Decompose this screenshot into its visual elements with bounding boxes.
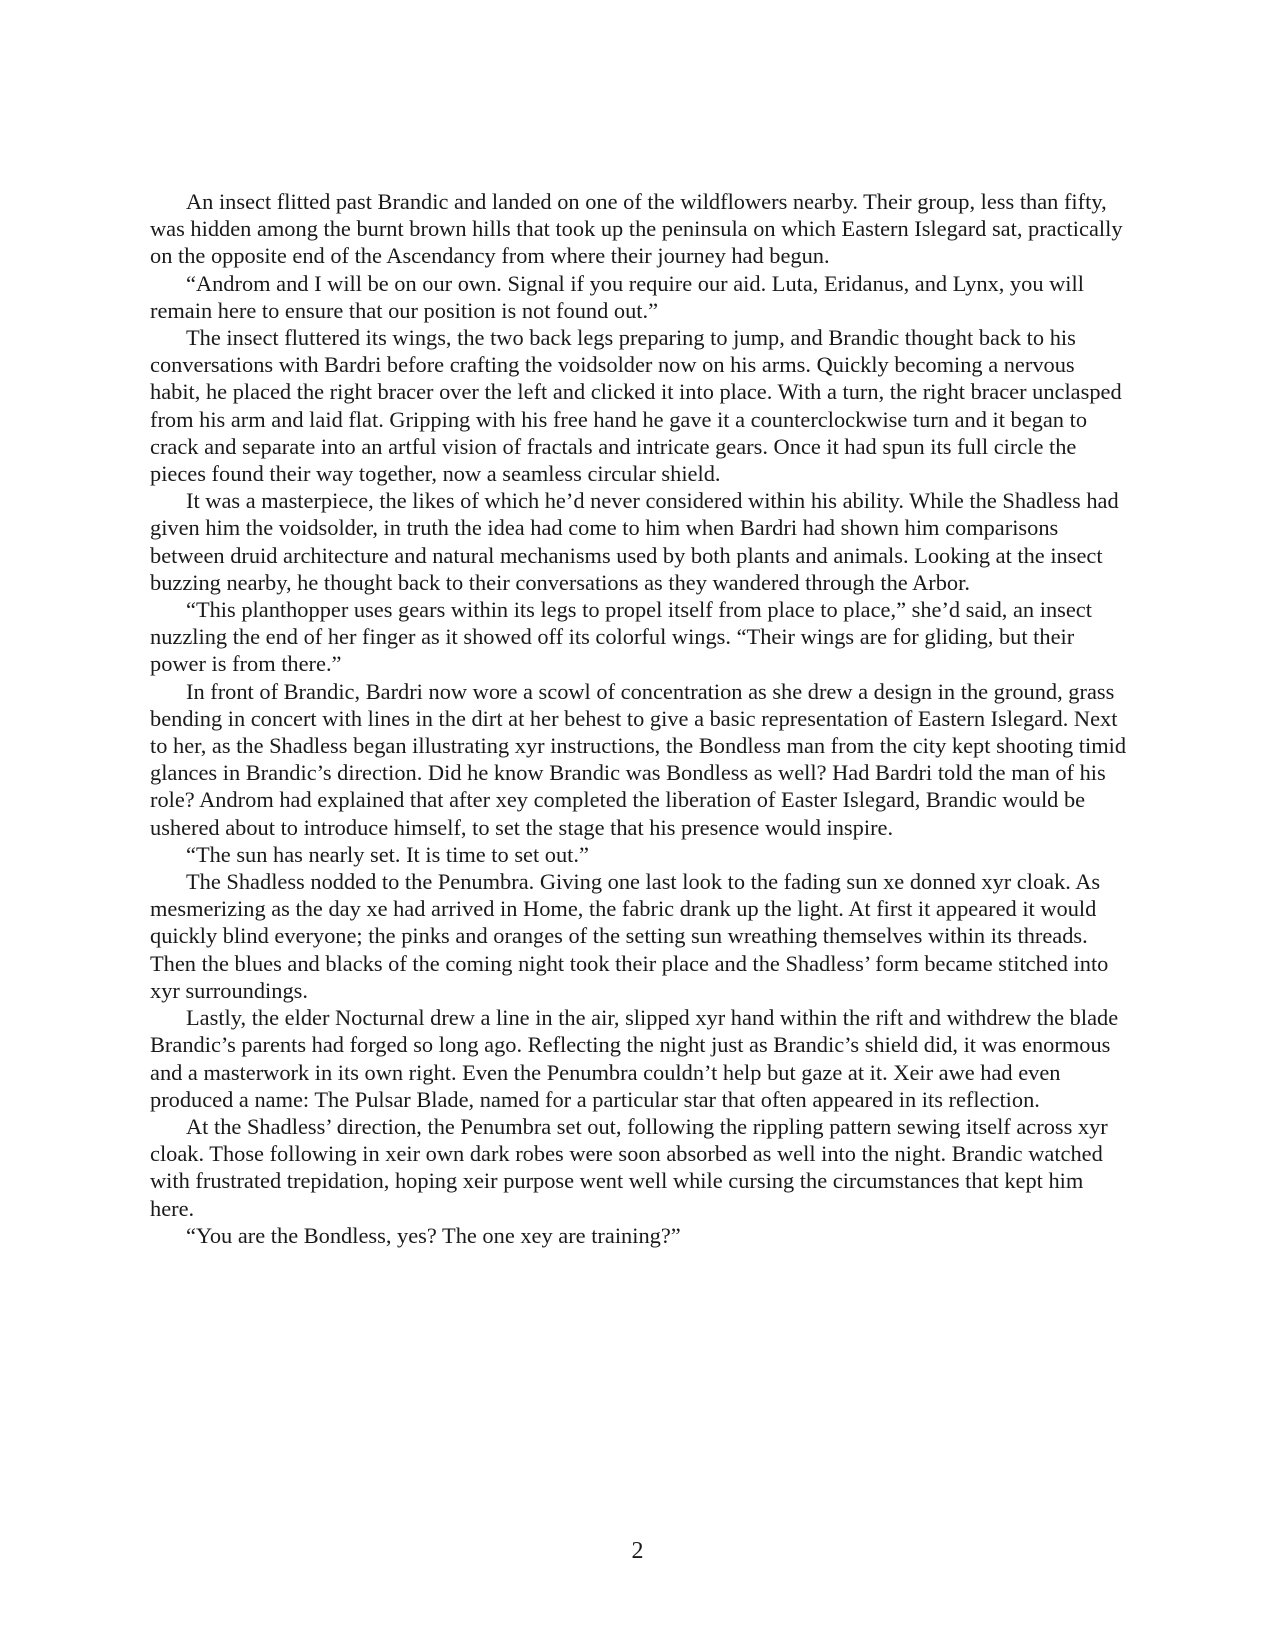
paragraph: “Androm and I will be on our own. Signal if you require our aid. Luta, Eridanus, and Lynx, you will remain here to ensure that our position is not found out.” <box>150 270 1084 323</box>
page-number: 2 <box>631 1538 644 1564</box>
paragraph: An insect flitted past Brandic and landed on one of the wildflowers nearby. Their group, less than fifty, was hidden among the burnt brown hills that took up the peninsula on which Eastern Islegard sat, practically on the opposite end of the Ascendancy from where their journey had begun. <box>150 189 1123 269</box>
paragraph: The insect fluttered its wings, the two back legs preparing to jump, and Brandic thought back to his conversations with Bardri before crafting the voidsolder now on his arms. Quickly becoming a nervous habit, he placed the right bracer over the left and clicked it into place. With a turn, the right bracer unclasped from his arm and laid flat. Gripping with his free hand he gave it a counterclockwise turn and it began to crack and separate into an artful vision of fractals and intricate gears. Once it had spun its full circle the pieces found their way together, now a seamless circular shield. <box>150 325 1122 487</box>
paragraph: At the Shadless’ direction, the Penumbra set out, following the rippling pattern sewing itself across xyr cloak. Those following in xeir own dark robes were soon absorbed as well into the night. Brandic watched with frustrated trepidation, hoping xeir purpose went well while cursing the circumstances that kept him here. <box>150 1113 1108 1221</box>
paragraph: “This planthopper uses gears within its legs to propel itself from place to place,” she’d said, an insect nuzzling the end of her finger as it showed off its colorful wings. “Their wings are for gliding, but their power is from there.” <box>150 597 1092 677</box>
paragraph: The Shadless nodded to the Penumbra. Giving one last look to the fading sun xe donned xyr cloak. As mesmerizing as the day xe had arrived in Home, the fabric drank up the light. At first it appeared it would quickly blind everyone; the pinks and oranges of the setting sun wreathing themselves within its threads. Then the blues and blacks of the coming night took their place and the Shadless’ form became stitched into xyr surroundings. <box>150 869 1109 1003</box>
paragraph: It was a masterpiece, the likes of which he’d never considered within his ability. While the Shadless had given him the voidsolder, in truth the idea had come to him when Bardri had shown him comparisons between druid architecture and natural mechanisms used by both plants and animals. Looking at the insect buzzing nearby, he thought back to their conversations as they wandered through the Arbor. <box>150 488 1119 595</box>
paragraph: “The sun has nearly set. It is time to set out.” <box>186 841 589 867</box>
paragraph: “You are the Bondless, yes? The one xey are training?” <box>186 1222 681 1248</box>
body-text <box>150 188 1130 1249</box>
paragraph: In front of Brandic, Bardri now wore a scowl of concentration as she drew a design in the ground, grass bending in concert with lines in the dirt at her behest to give a basic representation of Eastern Islegard. Next to her, as the Shadless began illustrating xyr instructions, the Bondless man from the city kept shooting timid glances in Brandic’s direction. Did he know Brandic was Bondless as well? Had Bardri told the man of his role? Androm had explained that after xey completed the liberation of Easter Islegard, Brandic would be ushered about to introduce himself, to set the stage that his presence would inspire. <box>150 678 1127 840</box>
paragraph: Lastly, the elder Nocturnal drew a line in the air, slipped xyr hand within the rift and withdrew the blade Brandic’s parents had forged so long ago. Reflecting the night just as Brandic’s shield did, it was enormous and a masterwork in its own right. Even the Penumbra couldn’t help but gaze at it. Xeir awe had even produced a name: The Pulsar Blade, named for a particular star that often appeared in its reflection. <box>150 1005 1119 1112</box>
